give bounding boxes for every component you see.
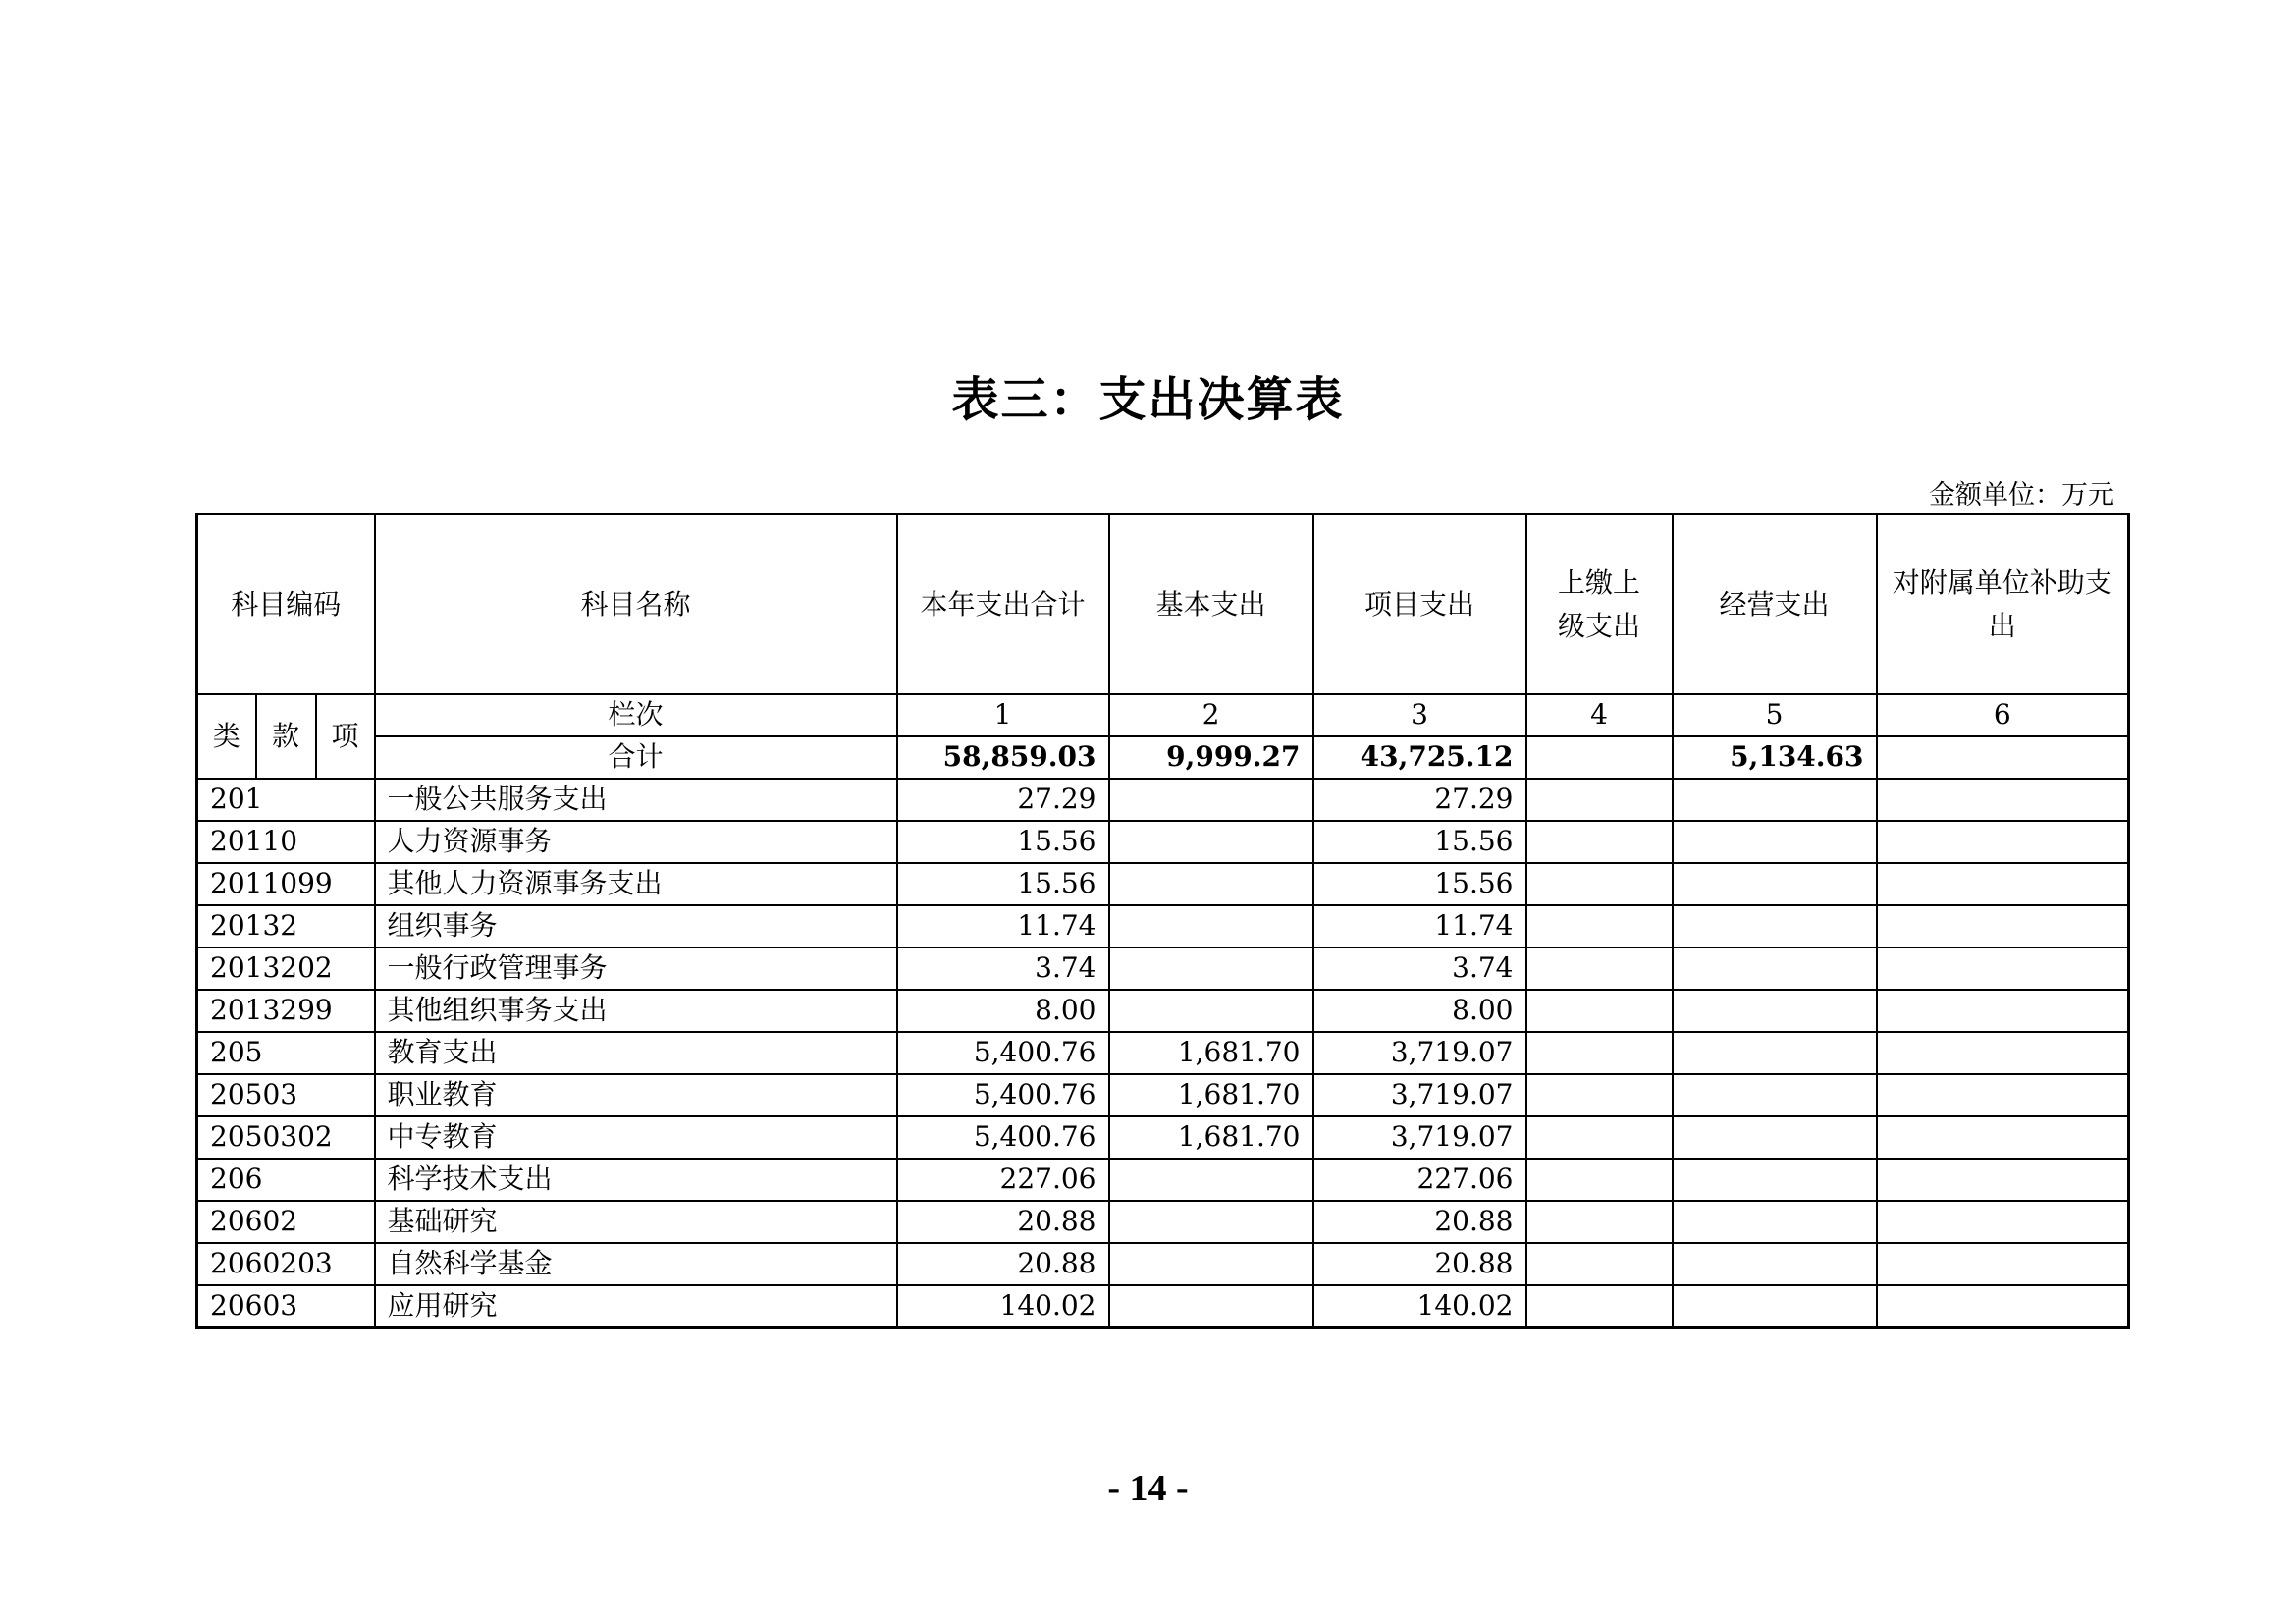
- row-name: 职业教育: [375, 1074, 897, 1116]
- total-value-6: [1877, 736, 2129, 779]
- col-number-6: 6: [1877, 694, 2129, 736]
- row-value-4: [1526, 863, 1673, 905]
- row-value-5: [1673, 1285, 1877, 1328]
- total-label: 合计: [375, 736, 897, 779]
- row-value-5: [1673, 1032, 1877, 1074]
- row-value-3: 227.06: [1313, 1159, 1526, 1201]
- row-code: 20132: [197, 905, 375, 947]
- row-value-6: [1877, 1201, 2129, 1243]
- row-value-1: 15.56: [897, 821, 1109, 863]
- table-row: [197, 821, 2129, 863]
- row-value-1: 5,400.76: [897, 1116, 1109, 1159]
- row-value-2: [1109, 990, 1313, 1032]
- row-value-5: [1673, 905, 1877, 947]
- row-value-5: [1673, 1074, 1877, 1116]
- row-value-4: [1526, 779, 1673, 821]
- row-value-4: [1526, 905, 1673, 947]
- header-col-3: 项目支出: [1313, 514, 1526, 695]
- row-value-2: [1109, 821, 1313, 863]
- header-col-6: 对附属单位补助支出: [1877, 514, 2129, 695]
- row-value-3: 15.56: [1313, 821, 1526, 863]
- header-col-5: 经营支出: [1673, 514, 1877, 695]
- row-code: 2013299: [197, 990, 375, 1032]
- row-value-2: 1,681.70: [1109, 1116, 1313, 1159]
- header-row: [197, 514, 2129, 695]
- header-col-2: 基本支出: [1109, 514, 1313, 695]
- row-name: 一般公共服务支出: [375, 779, 897, 821]
- row-value-6: [1877, 947, 2129, 990]
- row-code: 20603: [197, 1285, 375, 1328]
- row-value-2: [1109, 1159, 1313, 1201]
- row-code: 2013202: [197, 947, 375, 990]
- row-name: 组织事务: [375, 905, 897, 947]
- row-name: 其他组织事务支出: [375, 990, 897, 1032]
- row-value-1: 5,400.76: [897, 1074, 1109, 1116]
- row-value-3: 27.29: [1313, 779, 1526, 821]
- row-value-4: [1526, 1074, 1673, 1116]
- row-name: 一般行政管理事务: [375, 947, 897, 990]
- row-code: 20110: [197, 821, 375, 863]
- table-row: [197, 990, 2129, 1032]
- row-value-6: [1877, 905, 2129, 947]
- total-value-5: 5,134.63: [1673, 736, 1877, 779]
- row-value-3: 3.74: [1313, 947, 1526, 990]
- row-value-5: [1673, 1201, 1877, 1243]
- row-value-2: [1109, 1285, 1313, 1328]
- col-number-4: 4: [1526, 694, 1673, 736]
- row-value-4: [1526, 1032, 1673, 1074]
- row-code: 2050302: [197, 1116, 375, 1159]
- table-row: [197, 779, 2129, 821]
- row-value-1: 11.74: [897, 905, 1109, 947]
- header-col-1: 本年支出合计: [897, 514, 1109, 695]
- row-code: 20503: [197, 1074, 375, 1116]
- column-number-row: [197, 694, 2129, 736]
- row-value-2: [1109, 779, 1313, 821]
- row-value-6: [1877, 779, 2129, 821]
- row-value-3: 20.88: [1313, 1243, 1526, 1285]
- total-value-3: 43,725.12: [1313, 736, 1526, 779]
- table-row: [197, 1074, 2129, 1116]
- row-code: 205: [197, 1032, 375, 1074]
- row-value-2: 1,681.70: [1109, 1032, 1313, 1074]
- row-name: 人力资源事务: [375, 821, 897, 863]
- header-kuan: 款: [256, 694, 316, 779]
- row-value-5: [1673, 779, 1877, 821]
- row-value-2: 1,681.70: [1109, 1074, 1313, 1116]
- row-name: 中专教育: [375, 1116, 897, 1159]
- row-code: 2060203: [197, 1243, 375, 1285]
- row-value-6: [1877, 990, 2129, 1032]
- row-value-5: [1673, 1243, 1877, 1285]
- table-row: [197, 1243, 2129, 1285]
- row-value-1: 20.88: [897, 1201, 1109, 1243]
- row-value-3: 11.74: [1313, 905, 1526, 947]
- expenditure-table: [195, 513, 2130, 1329]
- header-cat: 类: [197, 694, 256, 779]
- row-value-4: [1526, 1116, 1673, 1159]
- page-number: - 14 -: [1107, 1468, 1189, 1509]
- col-number-5: 5: [1673, 694, 1877, 736]
- col-number-1: 1: [897, 694, 1109, 736]
- row-value-3: 3,719.07: [1313, 1032, 1526, 1074]
- header-name: 科目名称: [375, 514, 897, 695]
- row-value-2: [1109, 947, 1313, 990]
- row-value-6: [1877, 1159, 2129, 1201]
- row-value-6: [1877, 1243, 2129, 1285]
- row-value-6: [1877, 1116, 2129, 1159]
- row-value-3: 3,719.07: [1313, 1116, 1526, 1159]
- row-value-3: 8.00: [1313, 990, 1526, 1032]
- table-row: [197, 1032, 2129, 1074]
- table-row: [197, 1201, 2129, 1243]
- row-value-4: [1526, 1243, 1673, 1285]
- page-title: 表三：支出决算表: [951, 372, 1345, 427]
- row-value-1: 3.74: [897, 947, 1109, 990]
- row-value-5: [1673, 821, 1877, 863]
- header-code: 科目编码: [197, 514, 375, 695]
- row-value-5: [1673, 1159, 1877, 1201]
- row-value-4: [1526, 990, 1673, 1032]
- row-name: 科学技术支出: [375, 1159, 897, 1201]
- total-value-4: [1526, 736, 1673, 779]
- row-value-2: [1109, 1201, 1313, 1243]
- header-lanci: 栏次: [375, 694, 897, 736]
- header-xiang: 项: [316, 694, 375, 779]
- row-value-1: 140.02: [897, 1285, 1109, 1328]
- row-value-1: 5,400.76: [897, 1032, 1109, 1074]
- total-value-2: 9,999.27: [1109, 736, 1313, 779]
- table-row: [197, 1285, 2129, 1328]
- table-row: [197, 1159, 2129, 1201]
- unit-label: 金额单位：万元: [1929, 480, 2114, 511]
- col-number-2: 2: [1109, 694, 1313, 736]
- row-value-2: [1109, 863, 1313, 905]
- row-value-3: 20.88: [1313, 1201, 1526, 1243]
- table-row: [197, 1116, 2129, 1159]
- row-value-1: 20.88: [897, 1243, 1109, 1285]
- col-number-3: 3: [1313, 694, 1526, 736]
- row-value-3: 3,719.07: [1313, 1074, 1526, 1116]
- row-value-4: [1526, 821, 1673, 863]
- row-value-5: [1673, 1116, 1877, 1159]
- row-value-5: [1673, 947, 1877, 990]
- row-value-6: [1877, 821, 2129, 863]
- row-name: 基础研究: [375, 1201, 897, 1243]
- row-value-6: [1877, 1074, 2129, 1116]
- row-code: 201: [197, 779, 375, 821]
- row-name: 教育支出: [375, 1032, 897, 1074]
- table-row: [197, 905, 2129, 947]
- row-value-2: [1109, 905, 1313, 947]
- row-name: 应用研究: [375, 1285, 897, 1328]
- row-value-1: 15.56: [897, 863, 1109, 905]
- row-value-1: 8.00: [897, 990, 1109, 1032]
- table-row: [197, 947, 2129, 990]
- row-value-1: 27.29: [897, 779, 1109, 821]
- row-code: 2011099: [197, 863, 375, 905]
- row-value-6: [1877, 1032, 2129, 1074]
- row-value-4: [1526, 1285, 1673, 1328]
- row-value-2: [1109, 1243, 1313, 1285]
- row-value-4: [1526, 947, 1673, 990]
- row-value-5: [1673, 863, 1877, 905]
- header-col-4: 上缴上级支出: [1526, 514, 1673, 695]
- table-row: [197, 863, 2129, 905]
- row-name: 其他人力资源事务支出: [375, 863, 897, 905]
- row-value-6: [1877, 1285, 2129, 1328]
- row-value-3: 140.02: [1313, 1285, 1526, 1328]
- row-code: 206: [197, 1159, 375, 1201]
- row-value-4: [1526, 1201, 1673, 1243]
- row-value-3: 15.56: [1313, 863, 1526, 905]
- total-value-1: 58,859.03: [897, 736, 1109, 779]
- row-code: 20602: [197, 1201, 375, 1243]
- row-name: 自然科学基金: [375, 1243, 897, 1285]
- row-value-5: [1673, 990, 1877, 1032]
- row-value-6: [1877, 863, 2129, 905]
- row-value-4: [1526, 1159, 1673, 1201]
- row-value-1: 227.06: [897, 1159, 1109, 1201]
- total-row: [197, 736, 2129, 779]
